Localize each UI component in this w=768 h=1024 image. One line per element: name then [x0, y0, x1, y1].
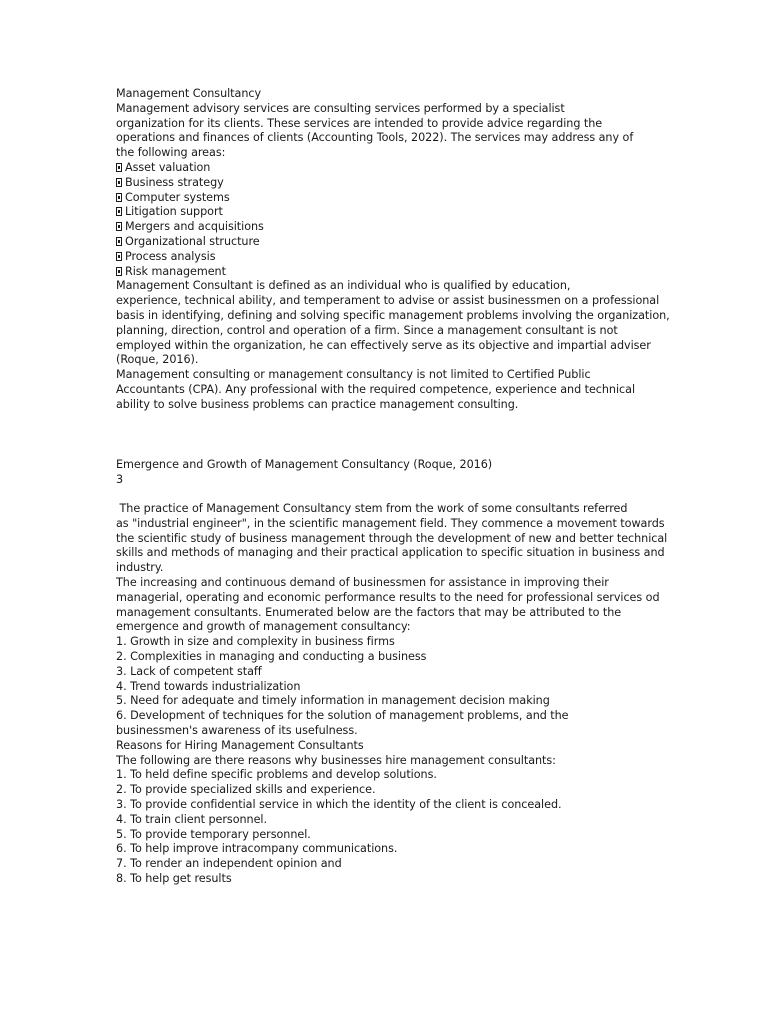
- bullet-label: Risk management: [125, 264, 226, 278]
- paragraph-line: as "industrial engineer", in the scientific management field. They commence a movement towards: [116, 516, 665, 530]
- list-item: 2. Complexities in managing and conducting a business: [116, 649, 427, 663]
- section-title: Management Consultancy: [116, 87, 262, 100]
- bullet-item: [116, 265, 656, 280]
- list-item: 7. To render an independent opinion and: [116, 857, 342, 871]
- paragraph-line: management consultants. Enumerated below are the factors that may be attributed to the: [116, 605, 622, 619]
- missing-glyph-icon: [116, 193, 122, 202]
- paragraph-line: emergence and growth of management consultancy:: [116, 620, 411, 634]
- paragraph-line: planning, direction, control and operation of a firm. Since a management consultant is not: [116, 323, 618, 337]
- missing-glyph-icon: [116, 267, 122, 276]
- missing-glyph-icon: [116, 207, 122, 216]
- list-item: 1. Growth in size and complexity in business firms: [116, 635, 395, 649]
- missing-glyph-icon: [116, 178, 122, 187]
- list-item: 3. Lack of competent staff: [116, 664, 262, 678]
- list-item: 8. To help get results: [116, 871, 232, 885]
- missing-glyph-icon: [116, 163, 122, 172]
- bullet-label: Litigation support: [125, 205, 223, 219]
- paragraph-line: organization for its clients. These services are intended to provide advice regarding the: [116, 116, 603, 130]
- paragraph-line: operations and finances of clients (Accounting Tools, 2022). The services may address any of: [116, 131, 634, 145]
- paragraph-line: Accountants (CPA). Any professional with the required competence, experience and technical: [116, 382, 636, 396]
- paragraph-line: the following areas:: [116, 146, 226, 160]
- missing-glyph-icon: [116, 222, 122, 231]
- paragraph-line: skills and methods of managing and their practical application to specific situation in business and: [116, 546, 665, 560]
- paragraph-line: Management advisory services are consulting services performed by a specialist: [116, 101, 565, 115]
- list-item: 4. To train client personnel.: [116, 812, 267, 826]
- subsection-title: Reasons for Hiring Management Consultants: [116, 738, 364, 752]
- paragraph-line: The increasing and continuous demand of businessmen for assistance in improving their: [116, 575, 609, 589]
- bullet-label: Process analysis: [125, 249, 216, 263]
- paragraph-line: experience, technical ability, and temperament to advise or assist businessmen on a professional: [116, 294, 660, 308]
- bullet-item: [116, 235, 656, 250]
- paragraph-line: ability to solve business problems can practice management consulting.: [116, 397, 519, 411]
- section-emergence-heading: [116, 458, 656, 488]
- paragraph-line: The practice of Management Consultancy stem from the work of some consultants referred: [116, 502, 628, 515]
- paragraph-line: employed within the organization, he can effectively serve as its objective and impartial adviser: [116, 338, 651, 352]
- bullet-label: Computer systems: [125, 190, 230, 204]
- paragraph-line: basis in identifying, defining and solving specific management problems involving the organization,: [116, 308, 670, 322]
- bullet-item: [116, 250, 656, 265]
- bullet-item: [116, 220, 656, 235]
- paragraph-line: Management Consultant is defined as an individual who is qualified by education,: [116, 279, 571, 293]
- bullet-item: [116, 205, 656, 220]
- list-item: 3. To provide confidential service in which the identity of the client is concealed.: [116, 797, 562, 811]
- page-number: 3: [116, 472, 124, 486]
- bullet-item: [116, 161, 656, 176]
- bullet-label: Organizational structure: [125, 234, 260, 248]
- missing-glyph-icon: [116, 237, 122, 246]
- missing-glyph-icon: [116, 252, 122, 261]
- list-item: 2. To provide specialized skills and experience.: [116, 783, 376, 797]
- paragraph-line: (Roque, 2016).: [116, 353, 199, 367]
- bullet-label: Mergers and acquisitions: [125, 220, 264, 234]
- section-management-consultancy: [116, 87, 670, 413]
- bullet-item: [116, 176, 656, 191]
- list-item: 1. To held define specific problems and develop solutions.: [116, 768, 437, 782]
- paragraph-line: industry.: [116, 561, 164, 575]
- paragraph-line: the scientific study of business management through the development of new and better technical: [116, 531, 668, 545]
- section-heading: Emergence and Growth of Management Consultancy (Roque, 2016): [116, 458, 493, 471]
- list-item: businessmen's awareness of its usefulness.: [116, 723, 358, 737]
- paragraph-line: managerial, operating and economic performance results to the need for professional services od: [116, 590, 660, 604]
- list-item: 5. Need for adequate and timely information in management decision making: [116, 694, 550, 708]
- list-item: 6. Development of techniques for the solution of management problems, and the: [116, 709, 569, 723]
- paragraph-line: Management consulting or management consultancy is not limited to Certified Public: [116, 368, 591, 382]
- bullet-label: Asset valuation: [125, 160, 211, 174]
- list-item: 4. Trend towards industrialization: [116, 679, 301, 693]
- list-item: 6. To help improve intracompany communications.: [116, 842, 398, 856]
- section-emergence-body: [116, 502, 668, 887]
- list-item: 5. To provide temporary personnel.: [116, 827, 311, 841]
- bullet-label: Business strategy: [125, 175, 224, 189]
- paragraph-line: The following are there reasons why businesses hire management consultants:: [116, 753, 556, 767]
- bullet-item: [116, 191, 656, 206]
